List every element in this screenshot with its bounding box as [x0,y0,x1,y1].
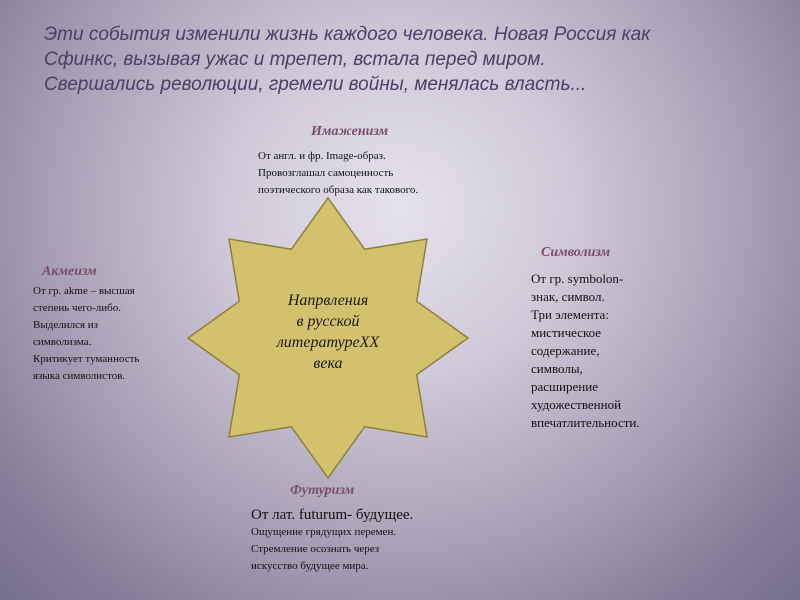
acmeism-line: Выделился из [33,319,98,331]
futurism-line: От лат. futurum- будущее. [251,507,414,523]
acmeism-text [33,283,139,385]
center-line: века [313,355,343,372]
symbolism-line: Три элемента: [531,307,609,322]
title-line: Сфинкс, вызывая ужас и трепет, встала перед миром. [44,49,546,70]
symbolism-line: расширение [531,379,598,394]
acmeism-line: Критикует туманность [33,353,140,365]
symbolism-line: впечатлительности. [531,415,640,430]
center-line: литературеXX [276,334,380,351]
slide-title [44,22,774,97]
acmeism-line: От гр. akme – высшая [33,285,135,297]
symbolism-line: От гр. symbolon- [531,271,624,286]
symbolism-line: содержание, [531,343,600,358]
acmeism-line: символизма. [33,336,92,348]
title-line: Свершались революции, гремели войны, менялась власть... [44,74,587,95]
acmeism-heading: Акмеизм [42,264,97,279]
acmeism-line: степень чего-либо. [33,302,122,314]
symbolism-line: символы, [531,361,583,376]
futurism-heading: Футуризм [290,483,355,498]
symbolism-heading: Символизм [541,245,611,260]
symbolism-line: художественной [531,397,622,412]
futurism-line: Ощущение грядущих перемен. [251,526,397,538]
acmeism-line: языка символистов. [33,370,126,382]
center-label [243,290,413,374]
center-line: в русской [296,313,360,330]
imagism-line: От англ. и фр. Image-образ. [258,150,386,162]
futurism-text [251,507,413,575]
futurism-line: искусство будущее мира. [251,560,369,572]
symbolism-line: мистическое [531,325,602,340]
center-line: Напрвления [287,292,369,309]
futurism-line: Стремление осознать через [251,543,380,555]
imagism-heading: Имаженизм [311,124,389,139]
imagism-line: поэтического образа как такового. [258,184,419,196]
symbolism-line: знак, символ. [531,289,605,304]
symbolism-text [531,270,640,432]
title-line: Эти события изменили жизнь каждого человека. Новая Россия как [44,24,651,45]
imagism-line: Провозглашал самоценность [258,167,394,179]
imagism-text [258,148,418,199]
